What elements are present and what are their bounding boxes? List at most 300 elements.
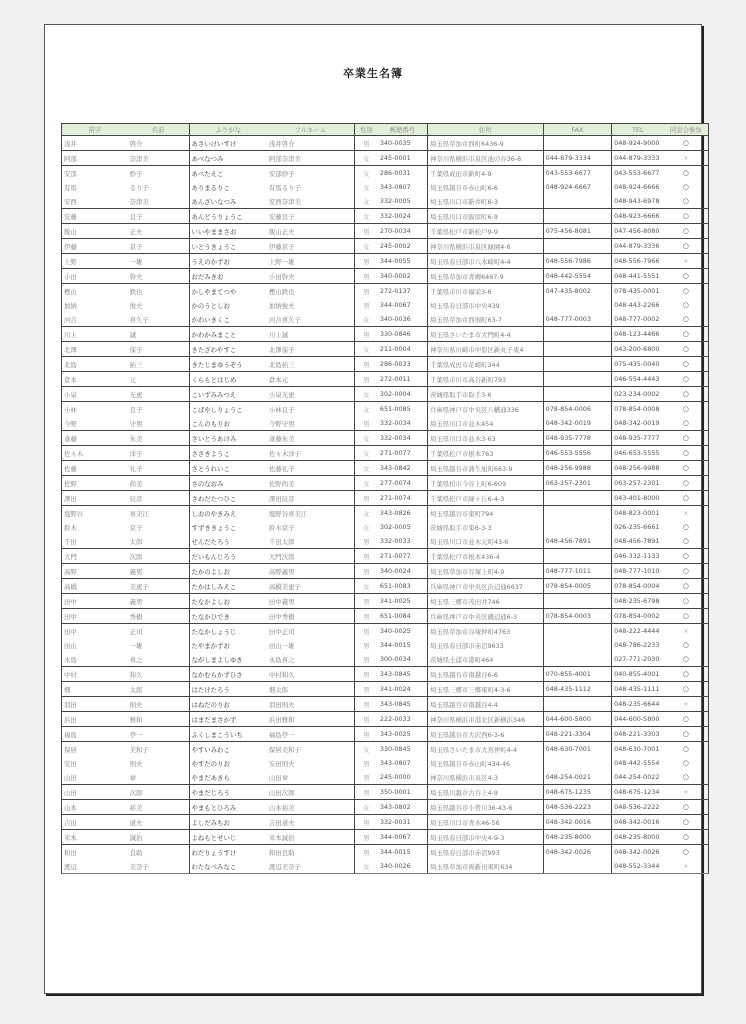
cell-sex: 男 [354,534,378,549]
cell-tel: 048-256-9988 [612,461,664,476]
cell-reunion: × [664,506,709,521]
cell-zip: 277-0074 [378,476,428,491]
cell-reunion: ○ [664,845,709,860]
cell-zip: 332-0024 [378,209,428,224]
cell-fax: 075-456-8081 [543,224,611,239]
cell-address: 埼玉県草加市青柳6467-9 [427,269,543,284]
cell-given: 則夫 [128,697,189,712]
cell-furigana: こいずみみつえ [189,387,267,402]
cell-fullname: 小林良子 [267,402,354,417]
cell-reunion: ○ [664,180,709,194]
cell-fax: 046-553-5556 [543,446,611,461]
cell-reunion: ○ [664,682,709,697]
cell-zip: 340-0024 [378,564,428,579]
cell-fax: 044-600-5800 [543,712,611,727]
cell-furigana: はねだのりお [189,697,267,712]
cell-zip: 340-0002 [378,269,428,284]
cell-tel: 048-630-7001 [612,742,664,757]
table-row [62,402,709,417]
table-row [62,416,709,431]
cell-tel: 044-879-3336 [612,239,664,254]
cell-sex: 女 [354,402,378,417]
cell-fax [543,638,611,652]
cell-tel: 048-342-0016 [612,815,664,830]
cell-given: 元 [128,372,189,387]
cell-surname: 高野 [62,564,128,579]
cell-furigana: きたざわやすこ [189,342,267,357]
cell-surname: 飯山 [62,224,128,239]
table-row [62,594,709,609]
cell-fax: 078-854-0003 [543,609,611,624]
cell-tel: 048-342-0019 [612,416,664,431]
cell-sex: 男 [354,254,378,269]
cell-given: 幹夫 [128,269,189,284]
cell-furigana: あんどうりょうこ [189,209,267,224]
cell-tel: 048-441-5551 [612,269,664,284]
cell-tel: 048-435-1111 [612,682,664,697]
table-row [62,269,709,284]
cell-zip: 245-0001 [378,151,428,166]
cell-address: 埼玉県川口市阪原町6-9 [427,209,543,224]
cell-furigana: こばやしりょうこ [189,402,267,417]
cell-fax: 048-456-7891 [543,534,611,549]
cell-fax: 048-777-0003 [543,312,611,327]
cell-fax [543,327,611,342]
cell-tel: 048-443-2266 [612,298,664,312]
cell-fax [543,549,611,564]
cell-address: 埼玉県春日部市中央4-9-3 [427,830,543,845]
cell-fullname: 鈴木京子 [268,523,295,532]
table-row [62,180,709,194]
cell-zip: 341-0025 [378,594,428,609]
cell-surname: 安藤 [62,209,128,224]
cell-address: 千葉県成田市新町4-9 [427,166,543,181]
cell-address: 千葉県市川市高谷新町793 [427,372,543,387]
cell-tel: 048-342-0026 [612,845,664,860]
cell-surname: 田中 [62,609,128,624]
table-row [62,815,709,830]
cell-surname: 佐藤 [62,461,128,476]
cell-surname: 田山 [62,638,128,652]
cell-address: 埼玉県春日部市中央439 [427,298,543,312]
cell-given: 一雄 [129,641,143,650]
cell-furigana: やまもとひろみ [189,800,267,815]
cell-given: 美恵子 [128,579,189,594]
cell-fullname: 澤田辰彦 [267,491,354,506]
cell-given: 喜美江 [128,506,189,521]
cell-surname: 塩野谷 [62,506,128,521]
cell-fax [543,624,611,639]
cell-surname: 澤田 [62,491,128,506]
cell-surname: 鈴木 [62,520,128,534]
cell-furigana: よねもとせいじ [189,830,267,845]
cell-zip: 272-0137 [378,284,428,299]
cell-given: 則夫 [129,759,143,768]
cell-reunion: ○ [664,446,709,461]
cell-tel: 048-786-2233 [612,638,664,652]
cell-fax: 048-935-7778 [543,431,611,446]
cell-address: 埼玉県川口市青木46-56 [427,815,543,830]
cell-surname: 佐野 [62,476,128,491]
cell-reunion: ○ [664,239,709,254]
cell-given: 義男 [128,564,189,579]
cell-fullname: 安部紗子 [267,166,354,181]
cell-fullname: 樫山鉄也 [267,284,354,299]
cell-reunion: ○ [664,298,709,312]
cell-furigana: やすいみわこ [189,742,267,757]
cell-fullname: 高野義男 [267,564,354,579]
cell-reunion: ○ [664,520,709,534]
cell-tel: 044-254-0022 [612,770,664,785]
cell-fax: 048-235-8000 [543,830,611,845]
cell-given: 次郎 [128,785,189,800]
cell-reunion: ○ [664,579,709,594]
cell-surname: 福島 [62,727,128,742]
cell-surname: 羽田 [62,697,128,712]
cell-address: 千葉県松戸市根本763 [427,446,543,461]
cell-fax: 070-855-4001 [543,667,611,682]
cell-sex: 男 [354,830,378,845]
cell-fax: 048-342-0019 [543,416,611,431]
cell-given: 良助 [128,845,189,860]
cell-tel: 023-234-0002 [612,387,664,402]
alumni-table [61,123,709,874]
table-row [62,446,709,461]
cell-given: 奈津美 [129,197,149,206]
cell-zip: 343-0802 [378,800,428,815]
cell-reunion: × [664,785,709,800]
cell-fax: 047-435-8002 [543,284,611,299]
cell-given: 保子 [128,342,189,357]
cell-address: 神奈川県横浜市泉区緑園4-6 [427,239,543,254]
cell-sex: 男 [354,845,378,860]
cell-tel: 048-777-0002 [612,312,664,327]
cell-reunion: ○ [664,357,709,372]
cell-tel: 043-553-6677 [612,166,664,181]
cell-reunion: ○ [664,770,709,785]
cell-fax [543,491,611,506]
cell-address: 埼玉県越谷市大沢西6-3-6 [427,727,543,742]
cell-given: 章 [129,773,136,782]
table-row [62,624,709,639]
cell-zip: 332-0033 [379,537,411,545]
cell-tel: 063-257-2301 [612,476,664,491]
cell-given: 道夫 [128,815,189,830]
cell-sex: 男 [354,284,378,299]
cell-reunion: ○ [664,534,709,549]
cell-reunion: ○ [664,727,709,742]
cell-furigana: くらもとはじめ [189,372,267,387]
cell-zip: 343-0842 [378,461,428,476]
cell-zip: 344-0015 [378,845,428,860]
cell-given: るり子 [129,183,149,192]
cell-furigana: たなかひでき [189,609,267,624]
cell-given: 辰彦 [128,491,189,506]
header-tel: TEL [612,124,664,136]
cell-fax [543,194,611,209]
header-furigana: ふりがな [189,124,267,136]
cell-fax [543,357,611,372]
cell-fax: 048-254-0021 [543,770,611,785]
cell-tel: 075-435-0040 [612,357,664,372]
cell-given: 亭一 [128,727,189,742]
cell-given: 和久 [128,667,189,682]
cell-zip: 343-0826 [378,506,428,521]
cell-surname: 小泉 [62,387,128,402]
cell-given: 朱美 [128,431,189,446]
table-row [62,830,709,845]
cell-reunion: ○ [664,327,709,342]
cell-reunion: ○ [664,712,709,727]
cell-surname: 阿部 [62,151,128,166]
cell-sex: 男 [354,712,378,727]
table-row [62,372,709,387]
cell-surname: 渡辺 [62,859,128,874]
cell-fullname: 高橋美恵子 [267,579,354,594]
cell-sex: 女 [354,209,378,224]
cell-address: 千葉県松戸市新松戸9-9 [427,224,543,239]
cell-sex: 男 [354,697,378,712]
table-row [62,652,709,667]
table-body [62,136,709,874]
cell-fax: 048-256-9988 [543,461,611,476]
table-row [62,667,709,682]
table-row [62,461,709,476]
document-page [44,24,702,994]
cell-fullname: 田中義男 [267,594,354,609]
cell-fax [543,520,611,534]
cell-address: 埼玉県越谷市南越谷4-4 [427,697,543,712]
cell-address: 埼玉県越谷市南越谷6-6 [427,667,543,682]
cell-sex: 男 [354,638,378,652]
cell-sex: 女 [354,742,378,757]
cell-zip: 300-0034 [379,655,411,663]
cell-surname: 北澤 [62,342,128,357]
cell-reunion: ○ [664,476,709,491]
cell-zip: 332-0034 [378,431,428,446]
cell-given: 太郎 [129,537,143,546]
cell-reunion: × [664,151,709,166]
cell-furigana: たなかしょうじ [189,624,267,639]
cell-fullname: 千田太郎 [268,537,295,546]
cell-furigana: しおのやきみえ [189,506,267,521]
cell-sex: 男 [354,136,378,151]
cell-tel: 048-924-6666 [612,180,664,194]
cell-fullname: 和田良助 [267,845,354,860]
cell-given: 光恵 [128,387,189,402]
cell-sex: 男 [354,549,378,564]
table-header-row [62,124,709,136]
cell-given: 啓介 [129,139,143,148]
cell-address: 埼玉県草加市両新田東町634 [427,859,543,874]
cell-zip: 340-0026 [378,859,428,874]
cell-address: 埼玉県川口市新井町6-3 [427,194,543,209]
cell-address: 埼玉県さいたま市大宮仲町4-4 [427,742,543,757]
cell-surname: 安西 [62,194,128,209]
cell-address: 千葉県柏市今谷上町6-609 [427,476,543,491]
cell-zip: 286-0033 [378,357,428,372]
cell-address: 埼玉県三郷市三郷東町4-3-6 [427,682,543,697]
cell-fullname: 山田章 [268,773,289,782]
table-row [62,209,709,224]
cell-surname: 倉本 [62,372,128,387]
cell-zip: 330-0846 [378,327,428,342]
cell-fax: 048-342-0026 [543,845,611,860]
cell-fax: 048-342-0016 [543,815,611,830]
cell-reunion: ○ [664,416,709,431]
table-row [62,506,709,521]
cell-surname: 高橋 [62,579,128,594]
cell-address: 埼玉県三郷市茂田井746 [427,594,543,609]
cell-surname: 上野 [62,254,128,269]
cell-zip: 270-0034 [378,224,428,239]
cell-furigana: いいやままさお [189,224,267,239]
cell-fax: 048-536-2223 [543,800,611,815]
cell-reunion: ○ [664,387,709,402]
cell-furigana: たかのよしお [189,564,267,579]
cell-furigana: ありまるりこ [189,180,267,194]
cell-zip: 343-0845 [378,697,428,712]
cell-address: 茨城県取手市東6-3-3 [427,520,543,534]
cell-fullname: 今野守男 [268,419,295,428]
cell-given: 良子 [128,402,189,417]
cell-fax: 078-854-0006 [543,402,611,417]
cell-furigana: こんのもりお [189,416,267,431]
cell-fullname: 田中正司 [267,624,354,639]
table-row [62,609,709,624]
header-fullname: フルネーム [267,124,354,136]
cell-zip: 271-0077 [378,549,428,564]
cell-address: 埼玉県川口市並木454 [427,416,543,431]
cell-furigana: ながしまよしゆき [189,652,267,667]
cell-given: 洋子 [128,446,189,461]
table-row [62,327,709,342]
cell-sex: 女 [354,461,378,476]
cell-address: 茨城県取手市取手3-6 [427,387,543,402]
table-row [62,312,709,327]
cell-zip: 344-0015 [379,641,411,649]
cell-furigana: おだみきお [189,269,267,284]
cell-address: 千葉県成田市花崎町344 [427,357,543,372]
cell-fax: 048-630-7001 [543,742,611,757]
cell-given: 雅和 [128,712,189,727]
cell-sex: 女 [354,239,378,254]
cell-furigana: ふくしまこういち [189,727,267,742]
cell-address: 神奈川県川崎市中原区新丸子東4 [427,342,543,357]
cell-fullname: 浜田雅和 [267,712,354,727]
cell-fullname: 吉田道夫 [267,815,354,830]
table-row [62,800,709,815]
cell-tel: 048-923-6666 [612,209,664,224]
cell-fax: 048-675-1235 [543,785,611,800]
table-row [62,151,709,166]
header-zip: 郵便番号 [378,124,428,136]
cell-tel: 048-675-1234 [612,785,664,800]
cell-tel: 046-653-5555 [612,446,664,461]
cell-zip: 222-0033 [378,712,428,727]
cell-sex: 男 [354,652,378,667]
cell-fullname: 川上誠 [267,327,354,342]
table-row [62,564,709,579]
cell-given: 誠治 [128,830,189,845]
cell-tel: 026-235-6661 [612,520,664,534]
cell-reunion: ○ [664,815,709,830]
cell-surname: 斎藤 [62,431,128,446]
cell-reunion: × [664,624,709,639]
cell-given: 京子 [129,523,143,532]
cell-fax [543,136,611,151]
cell-reunion: ○ [664,830,709,845]
cell-furigana: やまだじろう [189,785,267,800]
cell-tel: 048-924-9000 [612,136,664,151]
cell-given: 太郎 [128,682,189,697]
cell-surname: 安田 [62,756,128,770]
cell-surname: 田中 [62,594,128,609]
table-row [62,845,709,860]
cell-sex: 女 [354,579,378,594]
cell-zip: 340-0025 [378,624,428,639]
cell-zip: 341-0024 [378,682,428,697]
cell-tel: 048-556-7966 [612,254,664,269]
cell-zip: 340-0036 [379,315,411,323]
cell-tel: 048-935-7777 [612,431,664,446]
cell-furigana: いとうきょうこ [189,239,267,254]
cell-zip: 271-0077 [378,446,428,461]
cell-given: 誠 [128,327,189,342]
cell-reunion: ○ [664,194,709,209]
cell-reunion: ○ [664,742,709,757]
cell-tel: 048-235-6644 [612,697,664,712]
cell-furigana: やすだのりお [189,756,267,770]
cell-zip: 350-0001 [378,785,428,800]
cell-furigana: かわかみまこと [189,327,267,342]
cell-surname: 伊藤 [62,239,128,254]
table-row [62,579,709,594]
cell-address: 埼玉県春日部市赤沼9633 [427,638,543,652]
cell-sex: 男 [354,327,378,342]
cell-tel: 048-823-0001 [612,506,664,521]
table-row [62,387,709,402]
cell-surname: 米本 [62,830,128,845]
cell-reunion: ○ [664,312,709,327]
cell-zip: 343-0807 [379,183,411,191]
cell-furigana: さとうれいこ [189,461,267,476]
cell-zip: 343-0025 [378,727,428,742]
cell-reunion: ○ [664,564,709,579]
cell-address: 埼玉県草加市西堀町63-7 [427,312,543,327]
cell-address: 埼玉県川越市古谷上4-9 [427,785,543,800]
cell-fax [543,756,611,770]
cell-fax [543,387,611,402]
cell-tel: 048-552-3344 [612,859,664,874]
table-row [62,298,709,312]
cell-furigana: さいとうあけみ [189,431,267,446]
table-row [62,770,709,785]
cell-fullname: 田山一雄 [268,641,295,650]
page-title: 卒業生名簿 [343,67,403,80]
cell-sex: 男 [354,372,378,387]
table-row [62,239,709,254]
table-row [62,224,709,239]
cell-address: 兵庫県神戸市中央区磯辺通6-3 [427,609,543,624]
cell-address: 千葉県市川市福栄3-6 [427,284,543,299]
cell-fullname: 北澤保子 [267,342,354,357]
cell-reunion: ○ [664,609,709,624]
table-row [62,785,709,800]
cell-fullname: 中村和久 [267,667,354,682]
cell-reunion: ○ [664,549,709,564]
cell-surname: 川上 [62,327,128,342]
